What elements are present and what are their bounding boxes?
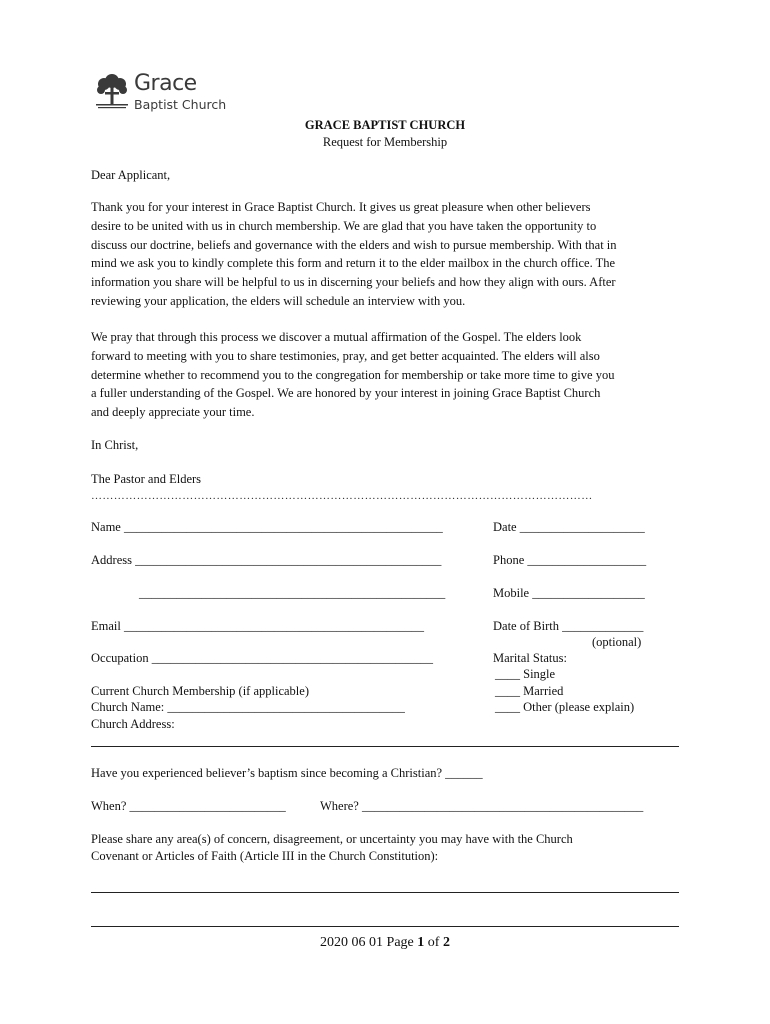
- document-title: GRACE BAPTIST CHURCH: [304, 118, 466, 132]
- mobile-field[interactable]: Mobile __________________: [493, 586, 645, 600]
- church-name-field[interactable]: Church Name: ______________________________________: [91, 700, 405, 714]
- marital-status-label: Marital Status:: [493, 651, 567, 665]
- logo-name: Grace: [134, 71, 197, 96]
- paragraph-line: forward to meeting with you to share testimonies, pray, and get better acquainted. The elders will also: [91, 348, 600, 363]
- optional-note: (optional): [592, 635, 642, 649]
- paragraph-line: Thank you for your interest in Grace Baptist Church. It gives us great pleasure when other believers: [91, 200, 591, 214]
- footer-date-code: 2020 06 01 Page: [320, 935, 418, 950]
- signature: The Pastor and Elders: [91, 472, 202, 486]
- address-line-2[interactable]: _________________________________________________: [139, 586, 446, 600]
- marital-married-option[interactable]: ____ Married: [495, 684, 564, 698]
- tree-cross-icon: [94, 72, 130, 112]
- date-of-birth-field[interactable]: Date of Birth _____________: [493, 619, 644, 633]
- paragraph-line: a fuller understanding of the Gospel. We are honored by your interest in joining Grace Baptist Church: [91, 386, 601, 401]
- date-field[interactable]: Date ____________________: [493, 520, 645, 534]
- occupation-field[interactable]: Occupation _____________________________________________: [91, 651, 433, 665]
- marital-other-option[interactable]: ____ Other (please explain): [495, 700, 635, 714]
- email-field[interactable]: Email ________________________________________________: [91, 619, 424, 633]
- page-footer: [0, 935, 770, 951]
- concern-answer-line[interactable]: [91, 926, 679, 927]
- church-address-line[interactable]: [91, 746, 679, 747]
- address-field[interactable]: Address _________________________________________________: [91, 553, 442, 567]
- paragraph-line: determine whether to recommend you to the congregation for membership or take more time to give you: [91, 367, 615, 382]
- concern-prompt-line2: Covenant or Articles of Faith (Article III in the Church Constitution):: [91, 849, 439, 863]
- where-field[interactable]: Where? _____________________________________________: [320, 799, 644, 813]
- paragraph-line: mind we ask you to kindly complete this form and return it to the elder mailbox in the church office. The: [91, 256, 616, 271]
- paragraph-line: discuss our doctrine, beliefs and governance with the elders and wish to pursue membership. With that in: [91, 237, 617, 252]
- when-field[interactable]: When? _________________________: [91, 799, 286, 813]
- closing: In Christ,: [91, 438, 139, 452]
- page-total: 2: [442, 935, 450, 950]
- paragraph-line: We pray that through this process we discover a mutual affirmation of the Gospel. The elders look: [91, 330, 582, 344]
- church-address-label: Church Address:: [91, 717, 175, 731]
- name-field[interactable]: Name ___________________________________________________: [91, 520, 443, 534]
- page-number: 1: [417, 935, 425, 950]
- paragraph-process: [91, 328, 691, 422]
- church-logo: [94, 72, 234, 116]
- paragraph-intro: [91, 198, 691, 311]
- paragraph-line: information you share will be helpful to us in discerning your beliefs and how they align with ours. After: [91, 275, 616, 290]
- paragraph-line: reviewing your application, the elders will schedule an interview with you.: [91, 293, 466, 308]
- marital-single-option[interactable]: ____ Single: [495, 667, 556, 681]
- phone-field[interactable]: Phone ___________________: [493, 553, 647, 567]
- greeting: Dear Applicant,: [91, 168, 171, 182]
- church-membership-label: Current Church Membership (if applicable): [91, 684, 309, 698]
- footer-of: of: [424, 935, 443, 950]
- paragraph-line: and deeply appreciate your time.: [91, 405, 255, 420]
- concern-answer-line[interactable]: [91, 892, 679, 893]
- concern-prompt-line1: Please share any area(s) of concern, disagreement, or uncertainty you may have with the Church: [91, 832, 573, 846]
- document-subtitle: Request for Membership: [322, 135, 448, 149]
- dotted-separator: ……………………………………………………………………………………………………………………: [91, 490, 593, 502]
- logo-subtitle: Baptist Church: [134, 97, 227, 112]
- paragraph-line: desire to be united with us in church membership. We are glad that you have taken the opportunity to: [91, 218, 597, 233]
- baptism-question[interactable]: Have you experienced believer’s baptism since becoming a Christian? ______: [91, 766, 483, 780]
